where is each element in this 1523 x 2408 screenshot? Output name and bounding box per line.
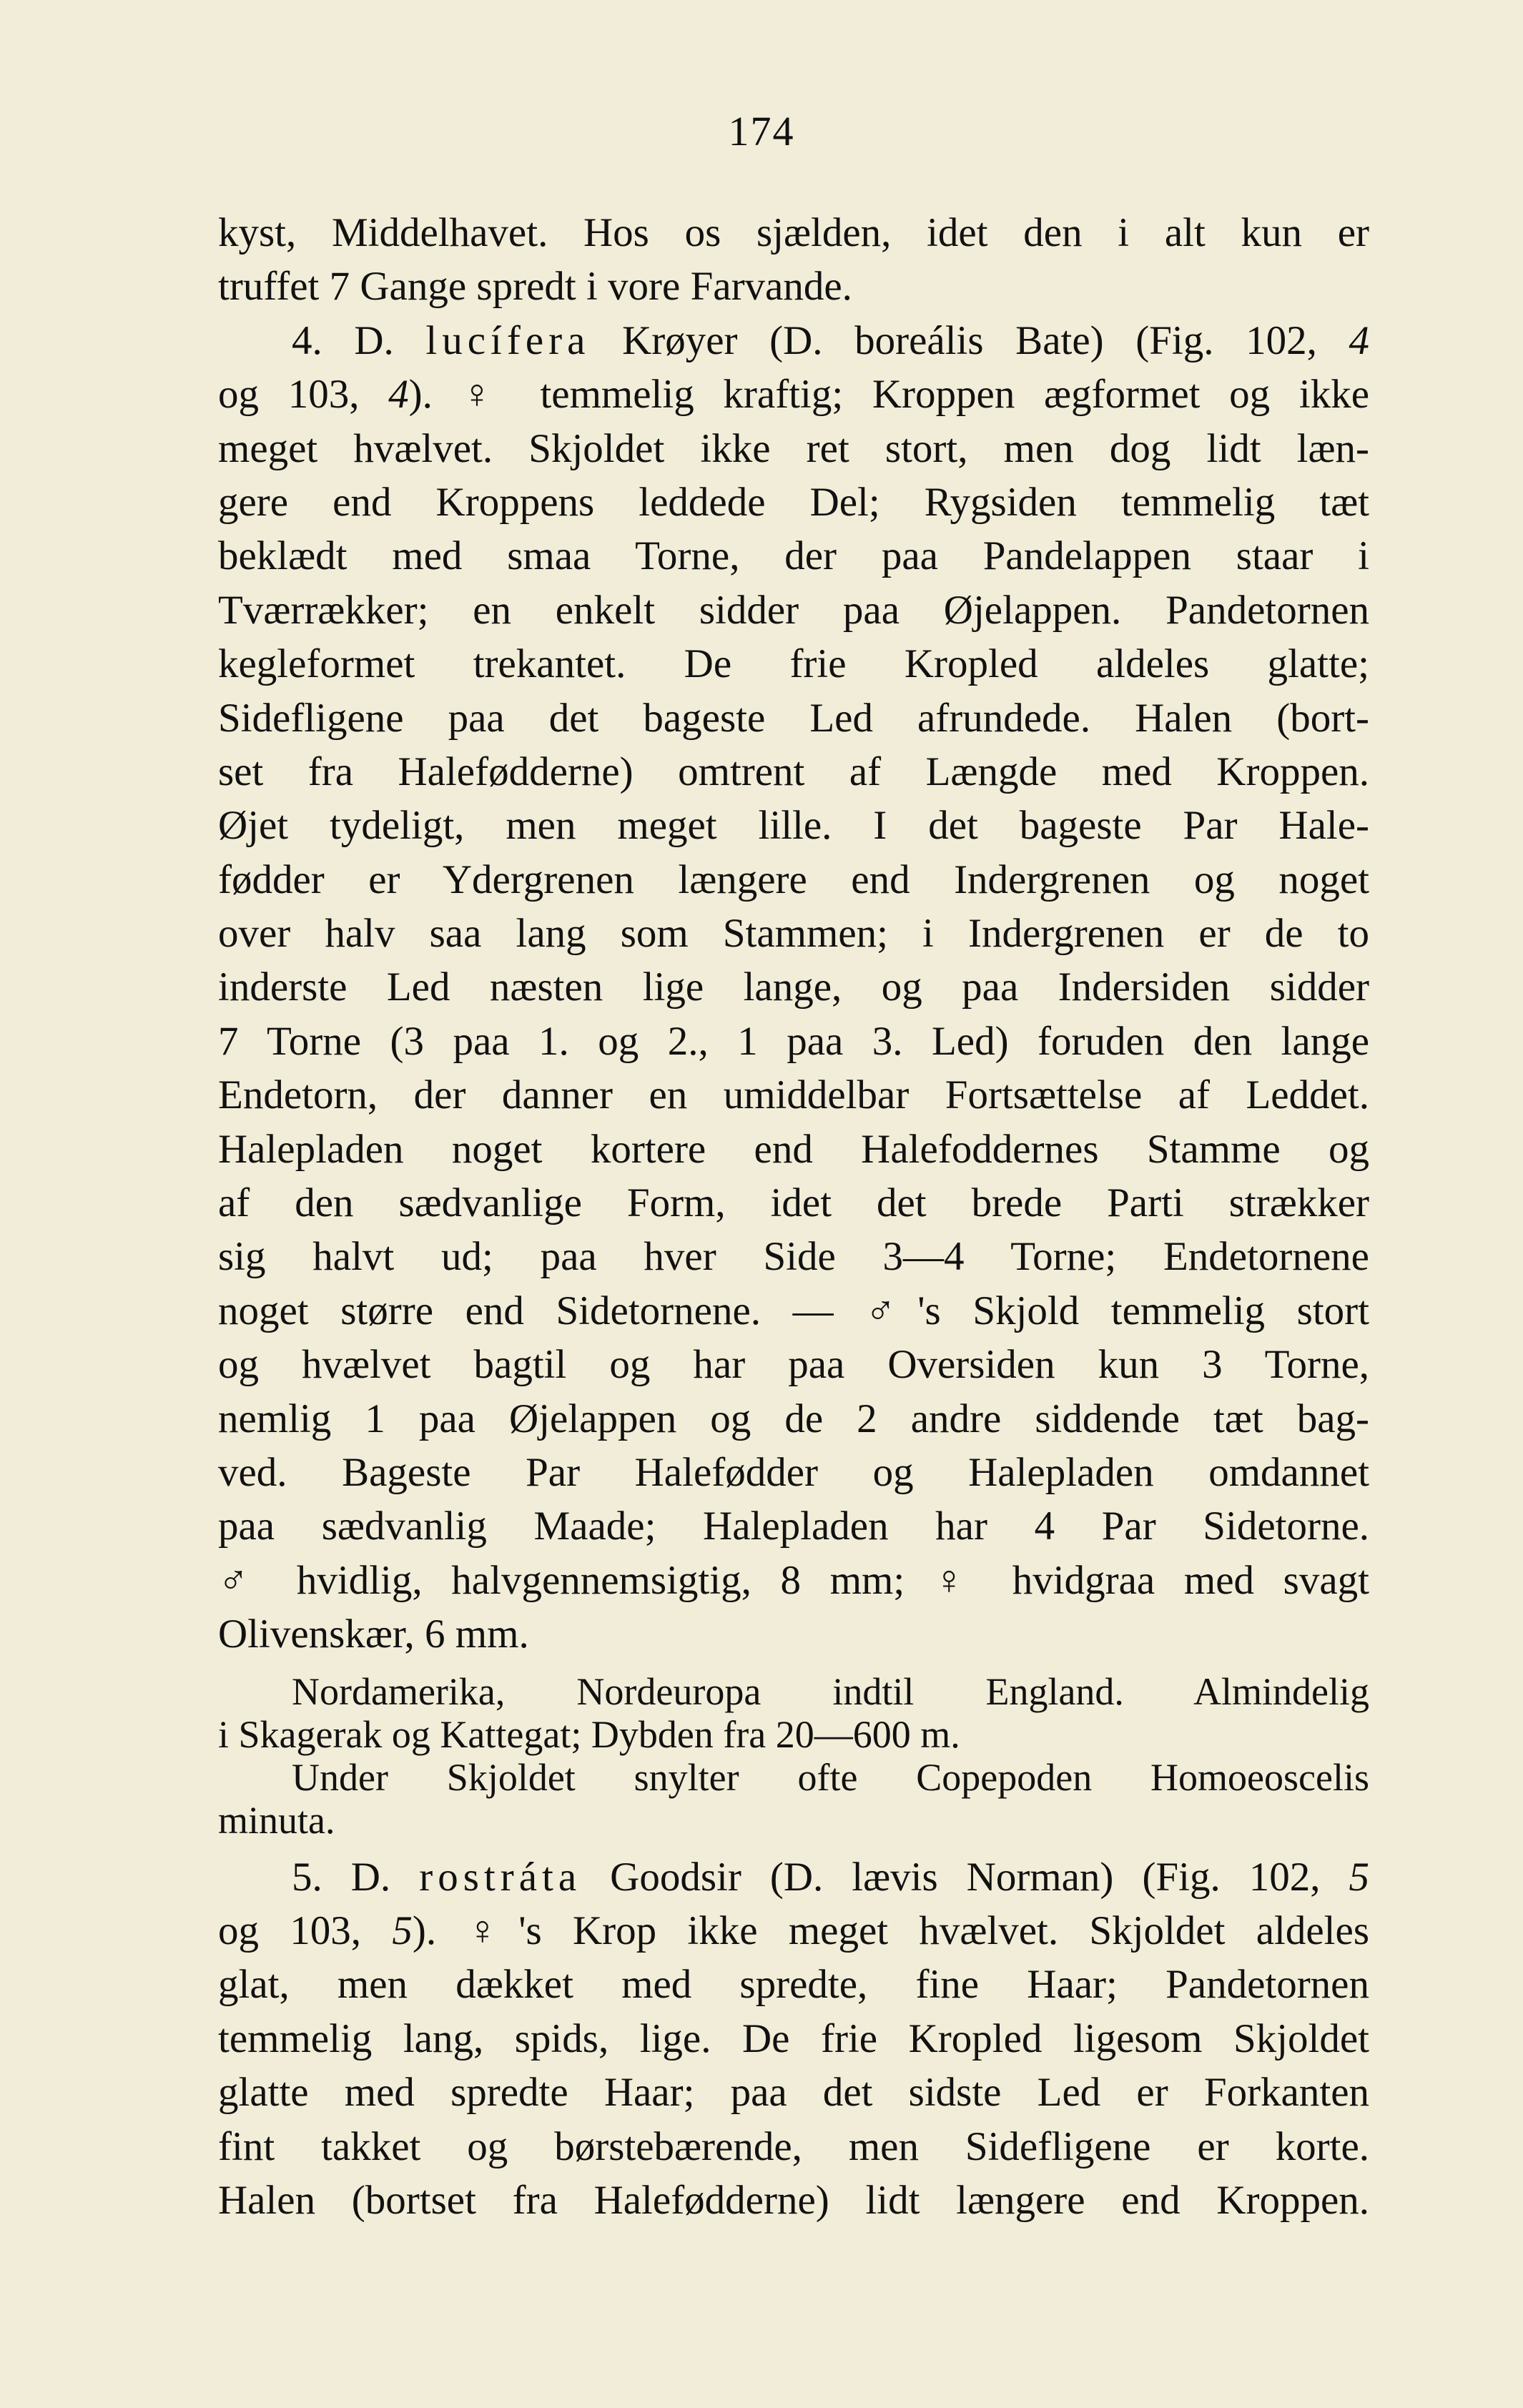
spacer	[218, 1842, 1369, 1850]
text-line: set fra Halefødderne) omtrent af Længde med Kroppen.	[218, 749, 1369, 794]
figure-ref: 4	[1349, 317, 1369, 363]
species-name: rostráta	[419, 1854, 582, 1900]
text-run: ). ♀ temmelig kraftig; Kroppen ægformet og ikke	[408, 372, 1369, 418]
text-line: 7 Torne (3 paa 1. og 2., 1 paa 3. Led) foruden den lange	[218, 1018, 1369, 1064]
text-line: Endetorn, der danner en umiddelbar Fortsættelse af Leddet.	[218, 1072, 1369, 1118]
text-run: Krøyer (D. boreális Bate) (Fig. 102,	[590, 317, 1349, 363]
figure-ref: 5	[1349, 1854, 1369, 1900]
text-line: paa sædvanlig Maade; Halepladen har 4 Par Sidetorne.	[218, 1504, 1369, 1549]
figure-ref: 5	[392, 1908, 413, 1953]
text-line: og hvælvet bagtil og har paa Oversiden kun 3 Torne,	[218, 1342, 1369, 1388]
text-line: fint takket og børstebærende, men Sidefligene er korte.	[218, 2123, 1369, 2169]
text-line: meget hvælvet. Skjoldet ikke ret stort, men dog lidt læn-	[218, 425, 1369, 471]
text-line: Tværrækker; en enkelt sidder paa Øjelappen. Pandetornen	[218, 587, 1369, 633]
text-line: nemlig 1 paa Øjelappen og de 2 andre siddende tæt bag-	[218, 1396, 1369, 1441]
body-text	[218, 206, 1369, 2227]
text-line	[218, 367, 1369, 421]
small-text-line: i Skagerak og Kattegat; Dybden fra 20—600 m.	[218, 1712, 960, 1756]
text-line	[218, 1904, 1369, 1958]
text-line: af den sædvanlige Form, idet det brede Parti strækker	[218, 1180, 1369, 1226]
text-run: ). ♀'s Krop ikke meget hvælvet. Skjoldet aldeles	[412, 1908, 1369, 1953]
text-run: Goodsir (D. lævis Norman) (Fig. 102,	[581, 1854, 1349, 1900]
text-line: Halepladen noget kortere end Halefoddernes Stamme og	[218, 1126, 1369, 1172]
species-heading-line	[218, 314, 1369, 367]
species-heading-line	[218, 1850, 1369, 1904]
text-line: gere end Kroppens leddede Del; Rygsiden temmelig tæt	[218, 479, 1369, 525]
text-line: kyst, Middelhavet. Hos os sjælden, idet den i alt kun er	[218, 210, 1369, 255]
text-run: 4. D.	[292, 317, 426, 363]
text-line: glatte med spredte Haar; paa det sidste Led er Forkanten	[218, 2070, 1369, 2116]
text-line: sig halvt ud; paa hver Side 3—4 Torne; Endetornene	[218, 1234, 1369, 1280]
text-line: over halv saa lang som Stammen; i Indergrenen er de to	[218, 911, 1369, 957]
text-line: fødder er Ydergrenen længere end Indergrenen og noget	[218, 857, 1369, 902]
page-number: 174	[728, 108, 795, 154]
small-text-line: Nordamerika, Nordeuropa indtil England. Almindelig	[292, 1669, 1369, 1713]
text-line: glat, men dækket med spredte, fine Haar; Pandetornen	[218, 1962, 1369, 2008]
text-line: truffet 7 Gange spredt i vore Farvande.	[218, 264, 852, 310]
small-text-line: Under Skjoldet snylter ofte Copepoden Homoeoscelis	[292, 1755, 1369, 1799]
text-line: temmelig lang, spids, lige. De frie Kropled ligesom Skjoldet	[218, 2015, 1369, 2061]
text-line: ved. Bageste Par Halefødder og Halepladen omdannet	[218, 1449, 1369, 1495]
text-line: ♂ hvidlig, halvgennemsigtig, 8 mm; ♀ hvidgraa med svagt	[218, 1557, 1369, 1603]
figure-ref: 4	[388, 372, 409, 418]
species-name: lucífera	[425, 317, 591, 363]
text-line: Olivenskær, 6 mm.	[218, 1612, 529, 1657]
text-line: Sidefligene paa det bageste Led afrundede. Halen (bort-	[218, 695, 1369, 741]
text-line: beklædt med smaa Torne, der paa Pandelappen staar i	[218, 533, 1369, 579]
text-line: noget større end Sidetornene. — ♂'s Skjold temmelig stort	[218, 1288, 1369, 1333]
spacer	[218, 1662, 1369, 1670]
text-line: kegleformet trekantet. De frie Kropled aldeles glatte;	[218, 641, 1369, 687]
text-run: 5. D.	[292, 1854, 420, 1900]
text-run: og 103,	[218, 372, 389, 418]
text-line: Øjet tydeligt, men meget lille. I det bageste Par Hale-	[218, 803, 1369, 849]
small-text-line: minuta.	[218, 1798, 335, 1842]
text-line: inderste Led næsten lige lange, og paa Indersiden sidder	[218, 964, 1369, 1010]
text-run: og 103,	[218, 1908, 393, 1953]
text-line: Halen (bortset fra Halefødderne) lidt længere end Kroppen.	[218, 2177, 1369, 2223]
